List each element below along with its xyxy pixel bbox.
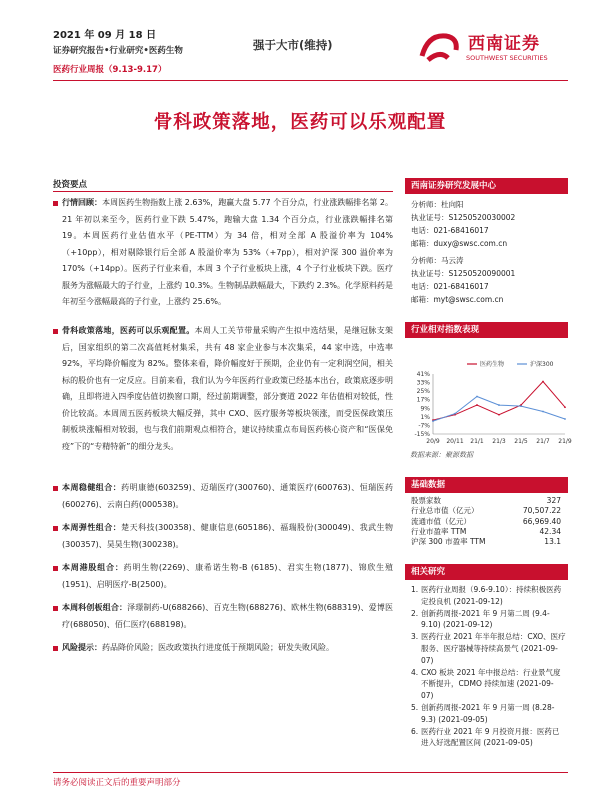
para-text: 药品降价风险；医改政策执行进度低于预期风险；研发失败风险。 [102,643,334,652]
company-logo [418,28,568,68]
row-label: 行业总市值（亿元） [411,506,479,516]
para-text: 药明生物(2269)、康希诺生物-B (6185)、君实生物(1877)、锦欣生殖(1951)、启明医疗-B(2500)。 [62,563,393,589]
related-item[interactable]: 6. 医药行业 2021 年 9 月投资月报：医药已进入好选配置区间 (2021-09-05) [411,726,566,750]
series-point [476,396,478,398]
related-item[interactable]: 1. 医药行业周报（9.6-9.10）：持续积极医药定投良机 (2021-09-12) [411,584,566,608]
series-point [564,406,566,408]
analyst-line: 电话：021-68416017 [411,226,489,235]
related-item-text: 创新药周报-2021 年 9 月第二周 (9.4-9.10) (2021-09-12) [421,608,550,630]
series-point [520,405,522,407]
page-title: 骨科政策落地，医药可以乐观配置 [153,112,447,133]
legend-label: 沪深300 [530,361,554,368]
para-lead: 本周稳健组合： [62,483,122,492]
summary-para-2 [53,323,393,455]
related-item-text: 医药行业 2021 年 9 月投资月报：医药已进入好选配置区间 (2021-09-05) [421,726,560,748]
summary-heading: 投资要点 [53,180,88,190]
analyst-line: 分析师：马云涛 [411,256,464,265]
related-item-text: CXO 板块 2021 年中报总结：行业景气度不断提升，CDMO 持续加速 (2021-09-07) [421,667,561,701]
table-row [411,517,561,527]
related-item[interactable]: 4. CXO 板块 2021 年中报总结：行业景气度不断提升，CDMO 持续加速 (2021-09-07) [411,667,566,702]
y-tick-label: 17% [416,396,430,404]
para-text: 药明康德(603259)、迈瑞医疗(300760)、通策医疗(600763)、恒瑞医药(600276)、云南白药(000538)。 [62,483,394,509]
y-tick-label: 25% [416,388,430,396]
summary-para-3 [53,480,393,513]
chart-source: 数据来源：聚源数据 [410,451,473,459]
para-text: 本周人工关节带量采购产生拟中选结果，是继冠脉支架后，国家组织的第二次高值耗材集采，共有 48 家企业参与本次集采，44 家中选，中选率 92%，平均降价幅度为 82%。整体来看，降价幅度好于预期，企业仍有一定利润空间，相关标的股价也有一定反应。目前来看，我们认为今年医药行业政策已经基本出台，政策底逐步明确，且即将进入四季度估值切换窗口期，经过前期调整，部分赛道 2022 年估值相对较低，性价比较高。本周周五医药板块大幅反弹，其中 CXO、医疗服务等板块领涨，而受医保政策压制板块涨幅相对较弱，也与我们前期观点相符合，建议持续重点布局医药核心资产和“医保免疫”下的“专精特新”的细分龙头。 [62,326,394,451]
para-text: 本周医药生物指数上涨 2.63%，跑赢大盘 5.77 个百分点，行业涨跌幅排名第 2。21 年初以来至今，医药行业下跌 5.47%，跑输大盘 1.34 个百分点，行业涨跌幅排名第 19。本周医药行业估值水平（PE-TTM）为 34 倍，相对全部 A 股溢价率为 104%（+10pp），相对剔除银行后全部 A 股溢价率为 53%（+7pp），相对沪深 300 溢价率为 170%（+14pp）。医药子行业来看，本周 3 个子行业板块上涨，4 个子行业板块下跌。医疗服务为涨幅最大的子行业，上涨约 10.3%。生物制品跌幅最大，下跌约 2.3%。化学原料药是年初至今涨幅最高的子行业，上涨约 25.6%。 [62,198,393,306]
summary-para-1 [53,195,393,311]
series-point [454,413,456,415]
relative-index-chart [405,358,572,448]
y-tick-label: 1% [420,413,430,421]
analyst-line: 分析师：杜向阳 [411,200,464,209]
bullet-icon [53,606,58,611]
x-tick-label: 20/11 [446,438,464,445]
bullet-icon [53,201,58,206]
row-value: 42.34 [539,526,561,536]
table-row [411,527,561,537]
analyst-line: 邮箱：myt@swsc.com.cn [411,295,504,304]
analyst-line: 执业证号：S1250520090001 [411,269,516,278]
y-tick-label: 9% [420,405,430,413]
basic-data-table [411,496,561,547]
related-item-text: 创新药周报-2021 年 9 月第一周 (8.28-9.3) (2021-09-05) [421,702,555,724]
analyst-box-heading: 西南证券研究发展中心 [405,178,568,194]
y-tick-label: 33% [416,379,430,387]
y-tick-label: 41% [416,371,430,378]
related-item[interactable]: 5. 创新药周报-2021 年 9 月第一周 (8.28-9.3) (2021-09-05) [411,702,566,726]
bullet-icon [53,566,58,571]
x-tick-label: 21/7 [536,438,550,445]
series-point [498,414,500,416]
y-tick-label: -15% [414,431,430,438]
analyst-line: 邮箱：duxy@swsc.com.cn [411,239,508,248]
summary-para-6 [53,600,393,633]
para-lead: 本周弹性组合： [62,523,122,532]
table-row [411,506,561,516]
related-item[interactable]: 2. 创新药周报-2021 年 9 月第二周 (9.4-9.10) (2021-09-12) [411,608,566,632]
x-tick-label: 21/5 [514,438,528,445]
para-lead: 行情回顾： [62,198,103,207]
table-row [411,537,561,547]
summary-para-7 [53,640,393,657]
analyst-line: 执业证号：S1250520030002 [411,213,516,222]
related-heading: 相关研究 [405,564,568,580]
row-label: 沪深 300 市盈率 TTM [411,537,486,547]
logo-mark-icon [418,28,462,68]
para-lead: 本周港股组合： [62,563,124,572]
analyst-line: 电话：021-68416017 [411,282,489,291]
footer-divider [53,772,568,773]
series-point [542,381,544,383]
legend-label: 医药生物 [480,361,505,368]
header-divider [53,80,568,81]
series-point [498,404,500,406]
logo-en-text: SOUTHWEST SECURITIES [466,54,548,62]
row-label: 股票家数 [411,496,441,505]
summary-para-5 [53,560,393,593]
chart-svg [405,358,572,448]
related-item-text: 医药行业 2021 年半年报总结：CXO、医疗服务、医疗器械等持续高景气 (2021-09-07) [421,632,566,665]
footer-disclaimer: 请务必阅读正文后的重要声明部分 [53,778,181,788]
analyst-info [411,198,515,306]
para-lead: 骨科政策落地，医药可以乐观配置。 [62,326,195,335]
row-value: 13.1 [544,537,561,547]
para-text: 泽璟制药-U(688266)、百克生物(688276)、欧林生物(688319)、爱博医疗(688050)、佰仁医疗(688198)。 [62,603,393,629]
bullet-icon [53,526,58,531]
basic-data-heading: 基础数据 [405,477,568,493]
x-tick-label: 21/3 [492,438,506,445]
series-point [564,418,566,420]
report-name: 医药行业周报（9.13-9.17） [53,65,167,75]
bullet-icon [53,646,58,651]
table-row [411,496,561,506]
row-value: 66,969.40 [522,516,561,526]
logo-cn-text: 西南证券 [468,34,540,54]
bullet-icon [53,486,58,491]
para-lead: 风险提示： [62,643,102,652]
y-tick-label: -7% [418,422,430,430]
x-tick-label: 21/1 [470,438,484,445]
related-item-text: 医药行业周报（9.6-9.10）：持续积极医药定投良机 (2021-09-12) [421,585,562,606]
summary-para-4 [53,520,393,553]
series-point [542,411,544,413]
series-point [476,404,478,406]
x-tick-label: 21/9 [558,438,572,445]
report-type: 证券研究报告•行业研究•医药生物 [53,46,183,56]
rating: 强于大市(维持) [253,38,333,52]
related-item[interactable]: 3. 医药行业 2021 年半年报总结：CXO、医疗服务、医疗器械等持续高景气 (2021-09-07) [411,632,566,665]
report-date: 2021 年 09 月 18 日 [53,30,157,41]
related-list [411,584,566,749]
x-tick-label: 20/9 [426,438,440,445]
summary-divider [53,191,393,192]
row-value: 327 [546,496,561,505]
row-value: 70,507.22 [522,506,561,516]
chart-box-heading: 行业相对指数表现 [405,322,568,338]
bullet-icon [53,329,58,334]
row-label: 流通市值（亿元） [411,516,471,526]
para-text: 楚天科技(300358)、健康信息(605186)、福瑞股份(300049)、我武生物(300357)、昊昊生物(300238)。 [62,523,394,549]
series-line-2 [433,397,565,422]
row-label: 行业市盈率 TTM [411,526,467,536]
series-point [432,420,434,422]
para-lead: 本周科创板组合： [62,603,128,612]
